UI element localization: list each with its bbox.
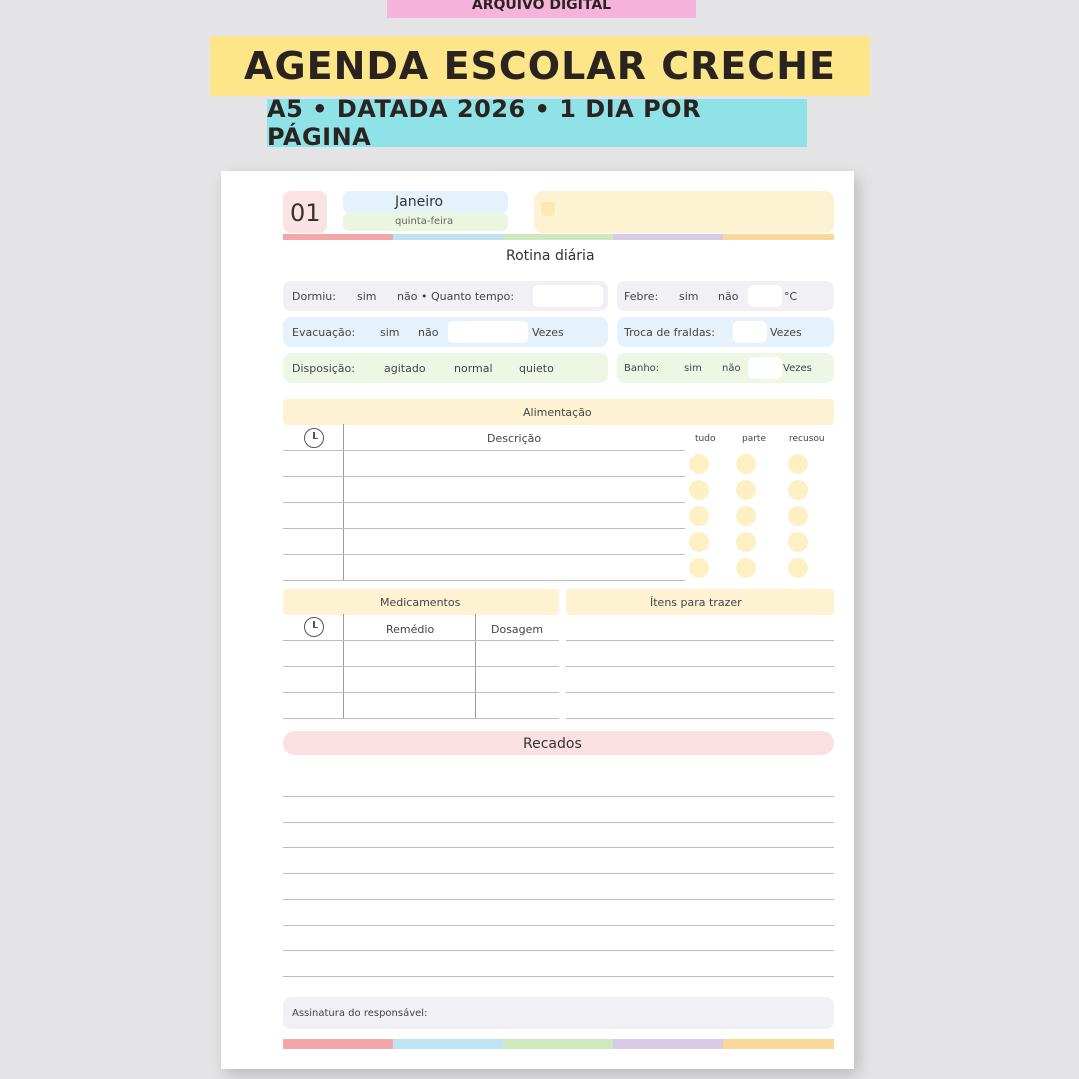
subtitle-banner (267, 95, 807, 151)
food-check-circle (689, 454, 709, 474)
page-subtitle: A5 • DATADA 2026 • 1 DIA POR PÁGINA (267, 95, 702, 151)
notes-line (283, 925, 834, 926)
month-name: Janeiro (395, 194, 444, 210)
notes-line (283, 899, 834, 900)
footer-stripe-3 (503, 1039, 613, 1049)
food-check-circle (689, 558, 709, 578)
degree-unit: °C (784, 290, 798, 303)
header-stripe-5 (723, 234, 834, 240)
meds-title: Medicamentos (380, 596, 461, 609)
notes-title: Recados (523, 736, 582, 752)
bowel-times: Vezes (532, 326, 564, 339)
food-check-circle (788, 454, 808, 474)
meds-remedy-header: Remédio (386, 623, 435, 636)
footer-stripe-1 (283, 1039, 393, 1049)
header-stripe-2 (393, 234, 503, 240)
food-line-2 (283, 476, 685, 477)
header-checkbox (541, 202, 555, 216)
sleep-how-long: • Quanto tempo: (421, 290, 515, 303)
page-title: AGENDA ESCOLAR CRECHE (244, 44, 836, 88)
notes-line (283, 976, 834, 977)
food-check-circle (736, 558, 756, 578)
notes-line (283, 847, 834, 848)
routine-title: Rotina diária (506, 248, 595, 264)
sleep-label: Dormiu: (292, 290, 336, 303)
meds-line-1 (283, 640, 559, 641)
bath-no: não (722, 363, 741, 374)
food-line-6 (283, 580, 685, 581)
title-banner (210, 36, 870, 96)
footer-stripe-4 (613, 1039, 723, 1049)
food-check-circle (788, 480, 808, 500)
food-line-3 (283, 502, 685, 503)
fever-temperature-field (748, 285, 782, 307)
notes-line (283, 796, 834, 797)
meds-line-4 (283, 718, 559, 719)
items-line-3 (566, 692, 834, 693)
sleep-yes: sim (357, 290, 377, 303)
food-col-part: parte (742, 434, 766, 444)
food-line-4 (283, 528, 685, 529)
header-stripe-4 (613, 234, 723, 240)
mood-quiet: quieto (519, 362, 554, 375)
header-stripe-3 (503, 234, 613, 240)
fever-yes: sim (679, 290, 699, 303)
sleep-no: não (397, 290, 418, 303)
mood-agitated: agitado (384, 362, 426, 375)
food-title: Alimentação (523, 406, 592, 419)
bowel-no: não (418, 326, 439, 339)
planner-sheet (221, 171, 854, 1069)
food-check-circle (736, 532, 756, 552)
meds-dosage-header: Dosagem (491, 623, 544, 636)
food-line-1 (283, 450, 685, 451)
diaper-count-field (733, 321, 767, 343)
notes-line (283, 950, 834, 951)
food-check-circle (788, 532, 808, 552)
bath-count-field (748, 357, 782, 379)
diaper-times: Vezes (770, 326, 802, 339)
food-clock-icon (304, 428, 324, 448)
notes-line (283, 873, 834, 874)
food-check-circle (788, 558, 808, 578)
footer-stripe-2 (393, 1039, 503, 1049)
food-check-circle (736, 480, 756, 500)
meds-clock-icon (304, 617, 324, 637)
fever-label: Febre: (624, 290, 659, 303)
diaper-label: Troca de fraldas: (624, 326, 715, 339)
bowel-count-field (448, 321, 528, 343)
food-col-all: tudo (695, 434, 716, 444)
bath-yes: sim (684, 363, 702, 374)
header-note-box (534, 191, 834, 233)
food-col-refused: recusou (789, 434, 825, 444)
day-number: 01 (290, 199, 321, 227)
sleep-duration-field (533, 285, 603, 307)
items-line-2 (566, 666, 834, 667)
items-line-4 (566, 718, 834, 719)
digital-file-banner (387, 0, 696, 18)
signature-label: Assinatura do responsável: (292, 1008, 428, 1019)
bath-label: Banho: (624, 363, 660, 374)
food-check-circle (736, 454, 756, 474)
bath-times: Vezes (783, 363, 812, 374)
fever-no: não (718, 290, 739, 303)
meds-line-3 (283, 692, 559, 693)
bowel-yes: sim (380, 326, 400, 339)
bowel-label: Evacuação: (292, 326, 356, 339)
items-title: Ítens para trazer (650, 596, 742, 609)
header-stripe-1 (283, 234, 393, 240)
items-line-1 (566, 640, 834, 641)
mood-label: Disposição: (292, 362, 355, 375)
food-check-circle (689, 480, 709, 500)
mood-normal: normal (454, 362, 493, 375)
food-description-header: Descrição (487, 432, 542, 445)
food-check-circle (689, 532, 709, 552)
food-check-circle (788, 506, 808, 526)
weekday-name: quinta-feira (395, 216, 454, 227)
digital-file-label: ARQUIVO DIGITAL (471, 0, 612, 13)
food-line-5 (283, 554, 685, 555)
meds-line-2 (283, 666, 559, 667)
notes-line (283, 822, 834, 823)
food-check-circle (736, 506, 756, 526)
footer-stripe-5 (723, 1039, 834, 1049)
food-check-circle (689, 506, 709, 526)
